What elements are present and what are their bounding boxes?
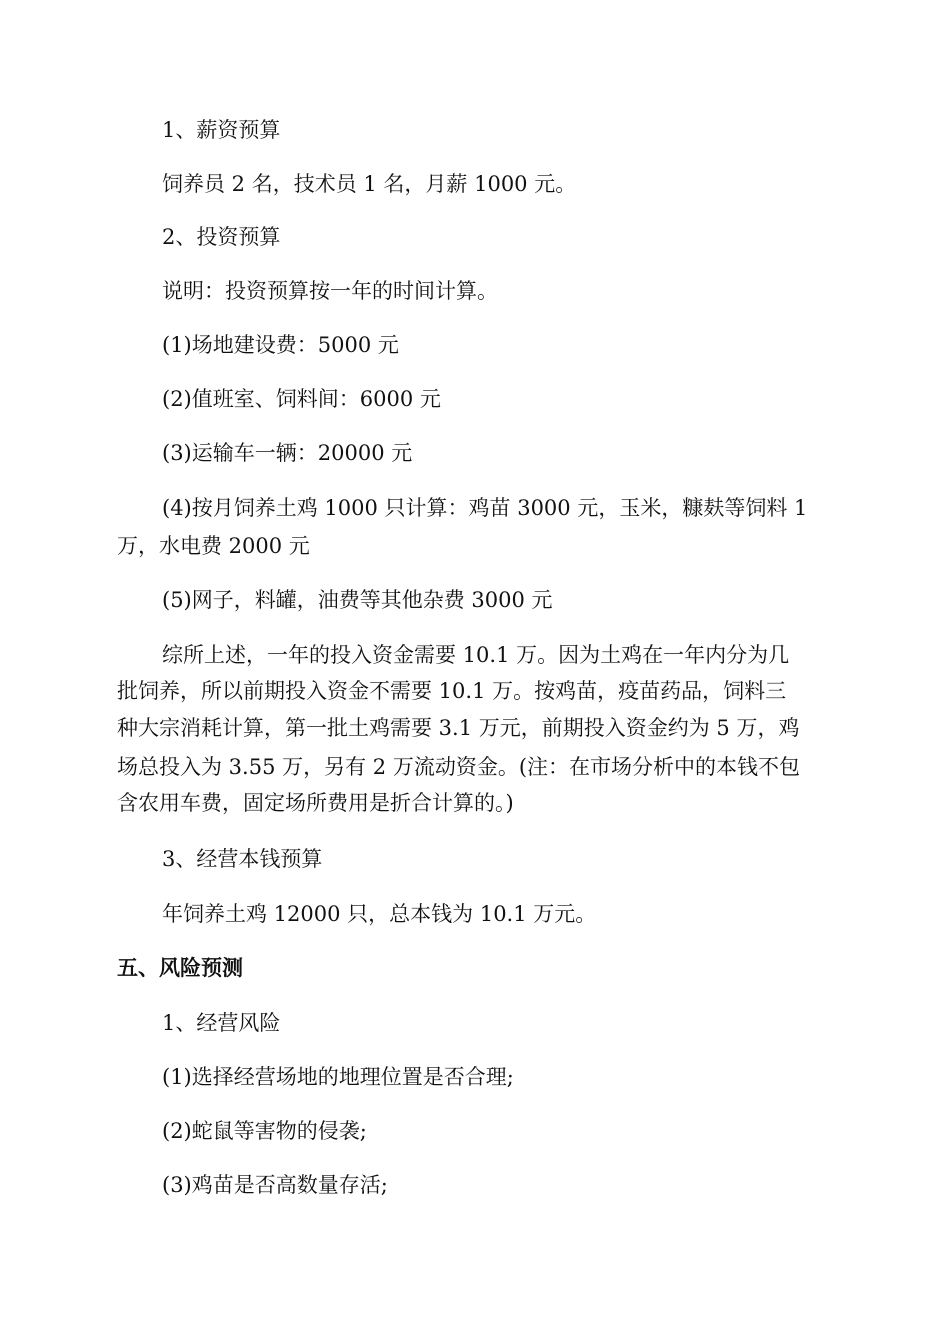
summary-line: 场总投入为 3.55 万，另有 2 万流动资金。(注：在市场分析中的本钱不包	[117, 755, 801, 779]
investment-item-continuation: 万，水电费 2000 元	[117, 534, 310, 558]
investment-item: (5)网子，料罐，油费等其他杂费 3000 元	[162, 588, 553, 612]
summary-line: 种大宗消耗计算，第一批土鸡需要 3.1 万元，前期投入资金约为 5 万，鸡	[117, 716, 800, 740]
investment-item: (4)按月饲养土鸡 1000 只计算：鸡苗 3000 元，玉米，糠麸等饲料 1	[162, 496, 808, 520]
risk-item: (2)蛇鼠等害物的侵袭;	[162, 1119, 367, 1143]
capital-text: 年饲养土鸡 12000 只，总本钱为 10.1 万元。	[162, 902, 597, 926]
summary-line: 综所上述，一年的投入资金需要 10.1 万。因为土鸡在一年内分为几	[162, 643, 790, 667]
salary-text: 饲养员 2 名，技术员 1 名，月薪 1000 元。	[162, 172, 577, 196]
salary-heading: 1、薪资预算	[162, 118, 281, 142]
summary-line: 批饲养，所以前期投入资金不需要 10.1 万。按鸡苗，疫苗药品，饲料三	[117, 679, 787, 703]
summary-line: 含农用车费，固定场所费用是折合计算的。)	[117, 791, 514, 815]
risk-item: (3)鸡苗是否高数量存活;	[162, 1173, 388, 1197]
risk-section-title: 五、风险预测	[117, 956, 243, 980]
capital-heading: 3、经营本钱预算	[162, 847, 323, 871]
investment-item: (1)场地建设费：5000 元	[162, 333, 399, 357]
investment-item: (3)运输车一辆：20000 元	[162, 441, 413, 465]
investment-item: (2)值班室、饲料间：6000 元	[162, 387, 441, 411]
risk-heading: 1、经营风险	[162, 1011, 281, 1035]
investment-note: 说明：投资预算按一年的时间计算。	[162, 279, 498, 303]
risk-item: (1)选择经营场地的地理位置是否合理;	[162, 1065, 514, 1089]
investment-heading: 2、投资预算	[162, 225, 281, 249]
